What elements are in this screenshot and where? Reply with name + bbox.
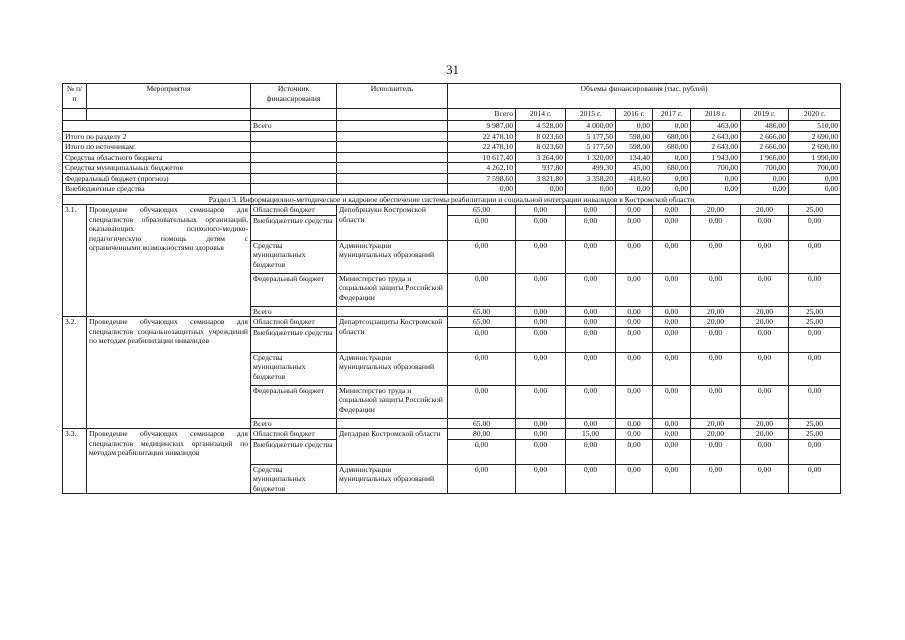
value-cell: 0,00 (448, 215, 516, 240)
value-cell: 4 000,00 (566, 121, 616, 132)
source-cell: Всего (251, 418, 337, 429)
value-cell: 0,00 (516, 439, 566, 464)
source-cell: Федеральный бюджет (251, 385, 337, 418)
value-cell: 0,00 (653, 327, 691, 352)
value-cell: 0,00 (516, 240, 566, 273)
source-cell: Внебюджетные средства (251, 439, 337, 464)
value-cell: 7 598,60 (448, 173, 516, 184)
value-cell: 0,00 (691, 184, 741, 195)
value-cell: 0,00 (691, 464, 741, 494)
item-number: 3.2. (63, 317, 87, 429)
value-cell: 8 023,60 (516, 142, 566, 153)
value-cell: 0,00 (566, 215, 616, 240)
value-cell: 0,00 (566, 273, 616, 306)
value-cell: 65,00 (448, 418, 516, 429)
value-cell: 25,00 (789, 205, 841, 216)
value-cell: 700,00 (741, 163, 789, 174)
value-cell: 0,00 (789, 464, 841, 494)
summary-row (63, 184, 841, 195)
summary-label (63, 121, 251, 132)
value-cell: 0,00 (448, 240, 516, 273)
value-cell: 0,00 (741, 385, 789, 418)
value-cell: 20,00 (691, 205, 741, 216)
value-cell: 4 528,00 (516, 121, 566, 132)
value-cell: 486,00 (741, 121, 789, 132)
value-cell: 0,00 (516, 352, 566, 385)
value-cell: 20,00 (741, 306, 789, 317)
value-cell: 0,00 (516, 215, 566, 240)
summary-source (251, 173, 337, 184)
value-cell: 2 690,00 (789, 131, 841, 142)
item-measure: Проведение обучающих семинаров для специалистов социальнозащитных учреждений по методам реабилитации инвалидов (87, 317, 251, 429)
value-cell: 2 643,00 (691, 131, 741, 142)
summary-row (63, 142, 841, 153)
source-cell: Областной бюджет (251, 317, 337, 328)
executor-cell: Депобрнауки Костромской области (337, 205, 448, 241)
value-cell: 0,00 (691, 240, 741, 273)
item-measure: Проведение обучающих семинаров для специалистов медицинских организаций по методам реабилитации инвалидов (87, 429, 251, 494)
value-cell: 0,00 (653, 317, 691, 328)
value-cell: 65,00 (448, 205, 516, 216)
value-cell: 0,00 (516, 464, 566, 494)
value-cell: 0,00 (616, 418, 653, 429)
value-cell: 15,00 (566, 429, 616, 440)
item-number: 3.1. (63, 205, 87, 317)
value-cell: 22 478,10 (448, 131, 516, 142)
value-cell: 0,00 (616, 306, 653, 317)
value-cell: 0,00 (448, 464, 516, 494)
value-cell: 3 821,80 (516, 173, 566, 184)
year-cell: Всего (448, 109, 516, 121)
header-source: Источник финансирования (251, 84, 337, 109)
value-cell: 80,00 (448, 429, 516, 440)
header-num: № п/п (63, 84, 87, 109)
value-cell: 0,00 (616, 327, 653, 352)
value-cell: 0,00 (789, 215, 841, 240)
summary-source (251, 142, 337, 153)
source-cell: Внебюджетные средства (251, 215, 337, 240)
value-cell: 0,00 (741, 327, 789, 352)
value-cell: 0,00 (653, 152, 691, 163)
value-cell: 20,00 (691, 306, 741, 317)
value-cell: 20,00 (691, 429, 741, 440)
section-title: Раздел 3. Информационно-методическое и кадровое обеспечение системы реабилитации и социальной интеграции инвалидов в Костромской области (63, 194, 841, 205)
value-cell: 0,00 (691, 173, 741, 184)
value-cell: 680,00 (653, 131, 691, 142)
value-cell: 0,00 (653, 173, 691, 184)
executor-cell: Депздрав Костромской области (337, 429, 448, 465)
value-cell: 0,00 (566, 306, 616, 317)
value-cell: 3 264,00 (516, 152, 566, 163)
value-cell: 25,00 (789, 418, 841, 429)
value-cell: 0,00 (691, 327, 741, 352)
value-cell: 2 666,00 (741, 131, 789, 142)
summary-row (63, 173, 841, 184)
value-cell: 0,00 (741, 240, 789, 273)
value-cell: 10 617,40 (448, 152, 516, 163)
value-cell: 65,00 (448, 306, 516, 317)
value-cell: 5 177,50 (566, 142, 616, 153)
value-cell: 937,80 (516, 163, 566, 174)
value-cell: 20,00 (741, 418, 789, 429)
value-cell: 0,00 (516, 306, 566, 317)
summary-label: Средства областного бюджета (63, 152, 251, 163)
value-cell: 134,40 (616, 152, 653, 163)
summary-row (63, 121, 841, 132)
value-cell: 700,00 (789, 163, 841, 174)
executor-cell (337, 418, 448, 429)
value-cell: 3 358,20 (566, 173, 616, 184)
source-cell: Федеральный бюджет (251, 273, 337, 306)
value-cell: 25,00 (789, 306, 841, 317)
value-cell: 0,00 (616, 184, 653, 195)
value-cell: 0,00 (653, 306, 691, 317)
year-cell: 2018 г. (691, 109, 741, 121)
table-row (63, 429, 841, 440)
item-measure: Проведение обучающих семинаров для специалистов образовательных организаций, оказывающих психолого-медико-педагогическую помощь детям с ограниченными возможностями здоровья (87, 205, 251, 317)
value-cell: 0,00 (616, 240, 653, 273)
value-cell: 0,00 (653, 429, 691, 440)
value-cell: 1 966,00 (741, 152, 789, 163)
value-cell: 0,00 (566, 327, 616, 352)
value-cell: 0,00 (691, 385, 741, 418)
value-cell: 700,00 (691, 163, 741, 174)
value-cell: 0,00 (789, 173, 841, 184)
table-row (63, 317, 841, 328)
value-cell: 0,00 (566, 184, 616, 195)
summary-row (63, 131, 841, 142)
value-cell: 680,00 (653, 142, 691, 153)
value-cell: 0,00 (566, 352, 616, 385)
value-cell: 418,60 (616, 173, 653, 184)
value-cell: 0,00 (741, 464, 789, 494)
value-cell: 0,00 (448, 327, 516, 352)
value-cell: 0,00 (653, 352, 691, 385)
value-cell: 0,00 (616, 352, 653, 385)
value-cell: 20,00 (741, 429, 789, 440)
value-cell: 4 262,10 (448, 163, 516, 174)
value-cell: 0,00 (616, 464, 653, 494)
year-cell: 2015 г. (566, 109, 616, 121)
summary-label: Внебюджетные средства (63, 184, 251, 195)
summary-source (251, 152, 337, 163)
value-cell: 0,00 (789, 240, 841, 273)
table-years-row (63, 109, 841, 121)
value-cell: 0,00 (616, 273, 653, 306)
page-number: 31 (446, 62, 459, 77)
year-cell: 2014 г. (516, 109, 566, 121)
value-cell: 680,00 (653, 163, 691, 174)
value-cell: 1 943,00 (691, 152, 741, 163)
summary-source (251, 131, 337, 142)
financing-table (62, 83, 841, 494)
value-cell: 0,00 (691, 352, 741, 385)
value-cell: 20,00 (741, 317, 789, 328)
value-cell: 20,00 (691, 317, 741, 328)
value-cell: 20,00 (691, 418, 741, 429)
source-cell: Средства муниципальных бюджетов (251, 352, 337, 385)
value-cell: 0,00 (516, 273, 566, 306)
executor-cell: Администрации муниципальных образований (337, 464, 448, 494)
year-cell: 2020 г. (789, 109, 841, 121)
value-cell: 5 177,50 (566, 131, 616, 142)
source-cell: Областной бюджет (251, 429, 337, 440)
value-cell: 0,00 (789, 327, 841, 352)
value-cell: 0,00 (516, 429, 566, 440)
executor-cell (337, 306, 448, 317)
executor-cell: Министерство труда и социальной защиты Российской Федерации (337, 385, 448, 418)
value-cell: 0,00 (616, 215, 653, 240)
value-cell: 510,00 (789, 121, 841, 132)
summary-source: Всего (251, 121, 337, 132)
header-executor: Исполнитель (337, 84, 448, 109)
summary-label: Средства муниципальных бюджетов (63, 163, 251, 174)
value-cell: 0,00 (616, 205, 653, 216)
summary-source (251, 184, 337, 195)
table-header-row (63, 84, 841, 109)
year-cell: 2019 г. (741, 109, 789, 121)
value-cell: 20,00 (741, 205, 789, 216)
value-cell: 0,00 (616, 439, 653, 464)
source-cell: Всего (251, 306, 337, 317)
value-cell: 0,00 (789, 439, 841, 464)
value-cell: 0,00 (516, 184, 566, 195)
value-cell: 0,00 (691, 215, 741, 240)
summary-label: Итого по источникам: (63, 142, 251, 153)
value-cell: 0,00 (516, 385, 566, 418)
value-cell: 0,00 (789, 273, 841, 306)
value-cell: 25,00 (789, 317, 841, 328)
value-cell: 2 690,00 (789, 142, 841, 153)
value-cell: 0,00 (448, 273, 516, 306)
executor-cell: Администрации муниципальных образований (337, 352, 448, 385)
table-row (63, 205, 841, 216)
value-cell: 0,00 (448, 439, 516, 464)
value-cell: 463,00 (691, 121, 741, 132)
source-cell: Средства муниципальных бюджетов (251, 464, 337, 494)
value-cell: 25,00 (789, 429, 841, 440)
summary-label: Итого по разделу 2 (63, 131, 251, 142)
value-cell: 499,30 (566, 163, 616, 174)
value-cell: 0,00 (741, 173, 789, 184)
value-cell: 0,00 (516, 327, 566, 352)
value-cell: 0,00 (616, 385, 653, 418)
value-cell: 2 666,00 (741, 142, 789, 153)
value-cell: 0,00 (516, 205, 566, 216)
value-cell: 0,00 (448, 385, 516, 418)
value-cell: 0,00 (741, 184, 789, 195)
value-cell: 0,00 (741, 273, 789, 306)
value-cell: 0,00 (653, 240, 691, 273)
value-cell: 0,00 (616, 429, 653, 440)
value-cell: 1 320,00 (566, 152, 616, 163)
value-cell: 2 643,00 (691, 142, 741, 153)
value-cell: 45,00 (616, 163, 653, 174)
value-cell: 0,00 (741, 215, 789, 240)
value-cell: 0,00 (653, 121, 691, 132)
value-cell: 0,00 (566, 385, 616, 418)
summary-row (63, 152, 841, 163)
source-cell: Средства муниципальных бюджетов (251, 240, 337, 273)
value-cell: 0,00 (653, 418, 691, 429)
value-cell: 0,00 (653, 205, 691, 216)
value-cell: 0,00 (616, 317, 653, 328)
value-cell: 0,00 (566, 418, 616, 429)
value-cell: 598,00 (616, 142, 653, 153)
value-cell: 8 023,60 (516, 131, 566, 142)
summary-source (251, 163, 337, 174)
value-cell: 0,00 (741, 352, 789, 385)
value-cell: 0,00 (789, 184, 841, 195)
source-cell: Внебюджетные средства (251, 327, 337, 352)
value-cell: 0,00 (691, 439, 741, 464)
value-cell: 0,00 (566, 240, 616, 273)
summary-row (63, 163, 841, 174)
item-number: 3.3. (63, 429, 87, 494)
value-cell: 0,00 (566, 317, 616, 328)
value-cell: 0,00 (516, 317, 566, 328)
value-cell: 598,00 (616, 131, 653, 142)
value-cell: 9 987,00 (448, 121, 516, 132)
value-cell: 0,00 (653, 439, 691, 464)
year-cell: 2017 г. (653, 109, 691, 121)
value-cell: 0,00 (691, 273, 741, 306)
value-cell: 65,00 (448, 317, 516, 328)
value-cell: 0,00 (566, 439, 616, 464)
header-measure: Мероприятия (87, 84, 251, 109)
value-cell: 0,00 (566, 464, 616, 494)
executor-cell: Департсоцзащиты Костромской области (337, 317, 448, 353)
value-cell: 0,00 (653, 184, 691, 195)
executor-cell: Министерство труда и социальной защиты Российской Федерации (337, 273, 448, 306)
value-cell: 0,00 (741, 439, 789, 464)
value-cell: 0,00 (653, 215, 691, 240)
value-cell: 0,00 (448, 184, 516, 195)
header-volumes: Объемы финансирования (тыс. рублей) (448, 84, 841, 109)
value-cell: 0,00 (566, 205, 616, 216)
value-cell: 0,00 (653, 464, 691, 494)
value-cell: 0,00 (616, 121, 653, 132)
value-cell: 22 478,10 (448, 142, 516, 153)
summary-label: Федеральный бюджет (прогноз) (63, 173, 251, 184)
section-row (63, 194, 841, 205)
value-cell: 0,00 (653, 385, 691, 418)
value-cell: 1 990,00 (789, 152, 841, 163)
executor-cell: Администрации муниципальных образований (337, 240, 448, 273)
year-cell: 2016 г. (616, 109, 653, 121)
value-cell: 0,00 (789, 385, 841, 418)
value-cell: 0,00 (516, 418, 566, 429)
value-cell: 0,00 (789, 352, 841, 385)
value-cell: 0,00 (448, 352, 516, 385)
source-cell: Областной бюджет (251, 205, 337, 216)
value-cell: 0,00 (653, 273, 691, 306)
